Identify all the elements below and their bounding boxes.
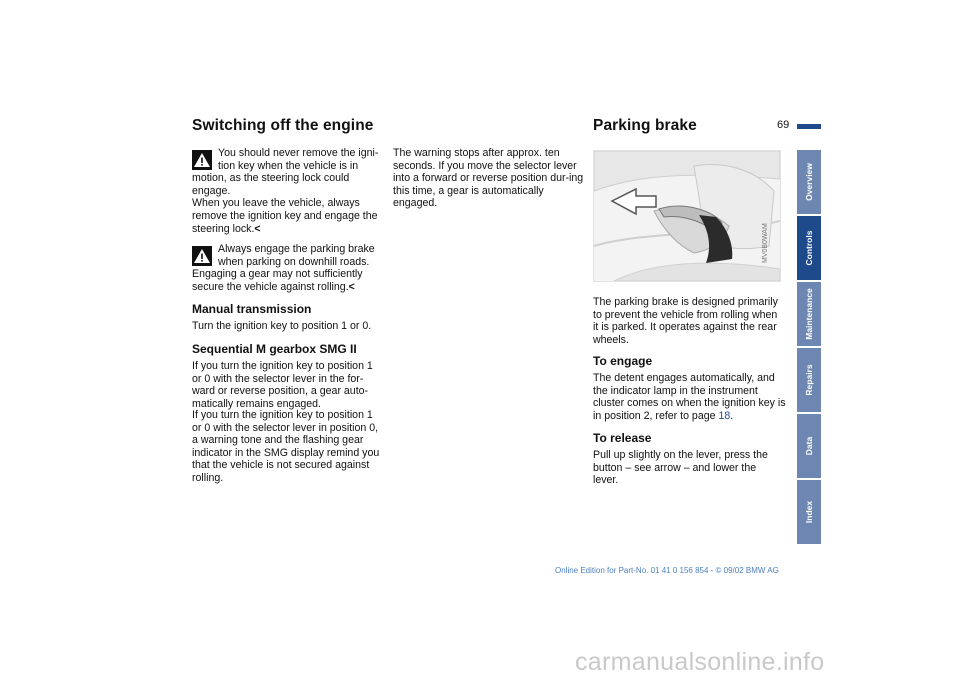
tab-overview[interactable] xyxy=(797,150,821,214)
warning1-line2: tion key when the vehicle is in xyxy=(218,159,359,172)
tab-label: Repairs xyxy=(804,364,814,396)
middle-text: The warning stops after approx. ten seconds. If you move the selector lever into a forward or reverse position dur-ing this time, a gear is automatically engaged. xyxy=(393,147,584,210)
tab-index[interactable] xyxy=(797,480,821,544)
engage-text: The detent engages automatically, and the indicator lamp in the instrument cluster comes on when the ignition key is in position 2, refer to page 18. xyxy=(593,372,786,422)
end-marker: < xyxy=(348,280,355,293)
tab-label: Maintenance xyxy=(804,288,814,340)
smg-text-2: If you turn the ignition key to position 1 or 0 with the selector lever in position 0, a warning tone and the flashing gear indicator in the SMG display remind you that the vehicle is not secured against rolling. xyxy=(192,409,380,484)
heading-manual-transmission: Manual transmission xyxy=(192,302,312,316)
warning1-line1: You should never remove the igni- xyxy=(218,147,379,159)
tab-controls[interactable] xyxy=(797,216,821,280)
watermark: carmanualsonline.info xyxy=(575,648,825,676)
warning-block-1 xyxy=(192,147,384,235)
manual-text: Turn the ignition key to position 1 or 0. xyxy=(192,320,372,332)
footer-edition: Online Edition for Part-No. 01 41 0 156 854 - © 09/02 BMW AG xyxy=(555,566,779,575)
parking-brake-image xyxy=(593,150,781,282)
warning2-line2: when parking on downhill roads. xyxy=(218,255,370,268)
page-marker xyxy=(797,124,821,129)
tab-label: Overview xyxy=(804,163,814,201)
tab-data[interactable] xyxy=(797,414,821,478)
parking-intro: The parking brake is designed primarily to prevent the vehicle from rolling when it is parked. It operates against the rear wheels. xyxy=(593,296,778,346)
page-link-18[interactable]: 18 xyxy=(718,409,731,422)
warning2-text: Engaging a gear may not sufficiently secure the vehicle against rolling.< xyxy=(192,268,363,293)
release-text: Pull up slightly on the lever, press the button – see arrow – and lower the lever. xyxy=(593,449,768,487)
tab-maintenance[interactable] xyxy=(797,282,821,346)
tab-label: Controls xyxy=(804,230,814,266)
smg-text-1: If you turn the ignition key to position 1 or 0 with the selector lever in the for-ward or reverse position, a gear auto-matically remains engaged. xyxy=(192,360,373,410)
warning1-text: motion, as the steering lock could engage. xyxy=(192,172,350,197)
tab-repairs[interactable] xyxy=(797,348,821,412)
warning-block-2 xyxy=(192,243,384,293)
heading-smg: Sequential M gearbox SMG II xyxy=(192,342,357,356)
end-marker: < xyxy=(254,222,261,235)
page-number: 69 xyxy=(777,119,790,131)
heading-to-engage: To engage xyxy=(593,354,653,368)
image-code: MV0B0WAM xyxy=(762,223,769,263)
warning-icon xyxy=(192,150,212,170)
section-title-parking-brake: Parking brake xyxy=(593,117,697,134)
warning-icon xyxy=(192,246,212,266)
tab-label: Data xyxy=(804,436,814,456)
section-title-switching-off: Switching off the engine xyxy=(192,117,374,134)
warning2-line1: Always engage the parking brake xyxy=(218,243,375,255)
warning1-text-2: When you leave the vehicle, always remove the ignition key and engage the steering lock.< xyxy=(192,197,378,235)
tab-label: Index xyxy=(804,500,814,524)
parking-brake-lever-illustration xyxy=(594,151,780,281)
heading-to-release: To release xyxy=(593,431,652,445)
